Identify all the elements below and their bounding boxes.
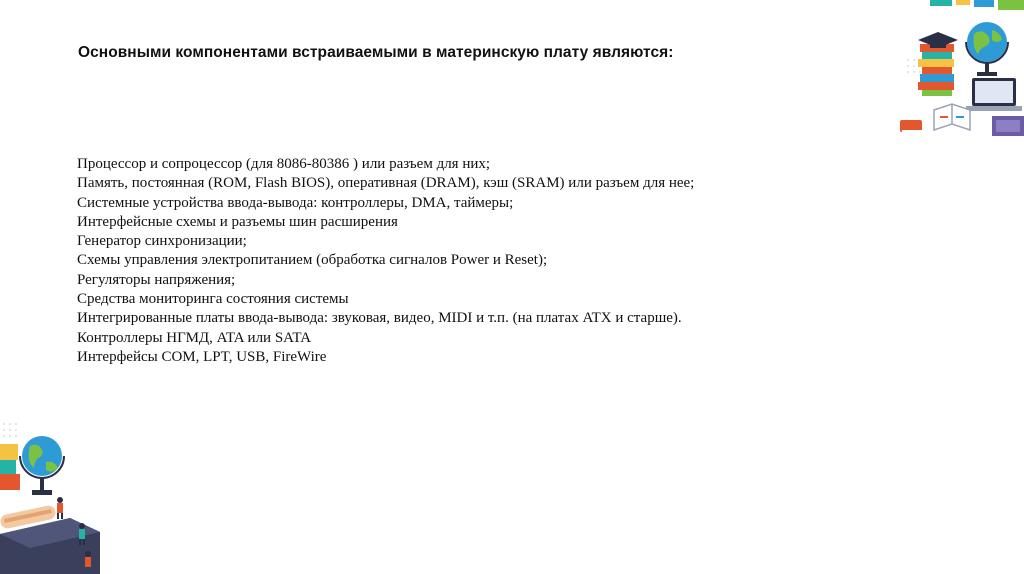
components-list bbox=[77, 155, 694, 367]
education-illustration-bottom-left bbox=[0, 414, 100, 574]
list-item: Интегрированные платы ввода-вывода: звуковая, видео, MIDI и т.п. (на платах ATX и старше). bbox=[77, 310, 682, 327]
list-item: Интерфейсы COM, LPT, USB, FireWire bbox=[77, 348, 327, 365]
list-item: Схемы управления электропитанием (обработка сигналов Power и Reset); bbox=[77, 252, 548, 269]
list-item: Системные устройства ввода-вывода: контроллеры, DMA, таймеры; bbox=[77, 194, 514, 211]
list-item: Средства мониторинга состояния системы bbox=[77, 291, 349, 308]
slide-title: Основными компонентами встраиваемыми в материнскую плату являются: bbox=[78, 44, 674, 61]
list-item: Контроллеры НГМД, ATA или SATA bbox=[77, 329, 312, 346]
list-item: Память, постоянная (ROM, Flash BIOS), оперативная (DRAM), кэш (SRAM) или разъем для нее; bbox=[77, 175, 695, 192]
list-item: Регуляторы напряжения; bbox=[77, 271, 236, 288]
list-item: Интерфейсные схемы и разъемы шин расширения bbox=[77, 213, 398, 230]
education-illustration-top-right bbox=[900, 0, 1024, 146]
list-item: Процессор и сопроцессор (для 8086-80386 ) или разъем для них; bbox=[77, 156, 491, 172]
list-item: Генератор синхронизации; bbox=[77, 233, 247, 250]
